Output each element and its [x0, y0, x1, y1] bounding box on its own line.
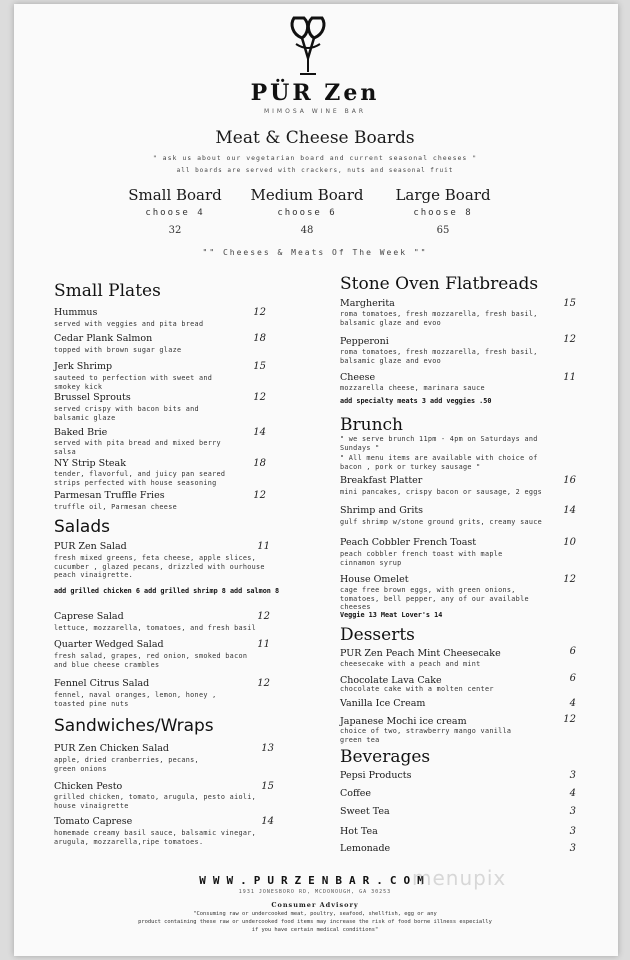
flatbreads-title: Stone Oven Flatbreads [340, 274, 539, 294]
menu-item-price: 3 [569, 826, 576, 837]
menu-item-desc: homemade creamy basil sauce, balsamic vinegar, arugula, mozzarella,ripe tomatoes. [54, 829, 257, 846]
menu-item-name: House Omelet [340, 574, 409, 585]
menu-item-name: Jerk Shrimp [54, 361, 113, 372]
small-board-choice: choose 4 [145, 208, 205, 218]
brand-tagline: MIMOSA WINE BAR [263, 108, 367, 115]
menu-item-desc: topped with brown sugar glaze [54, 346, 182, 354]
sandwiches-title: Sandwiches/Wraps [54, 716, 214, 736]
menu-item-name: Caprese Salad [54, 611, 124, 622]
menu-item-price: 6 [569, 673, 576, 684]
large-board-choice: choose 8 [413, 208, 473, 218]
menu-item-price: 3 [569, 806, 576, 817]
menu-item-price: 16 [563, 475, 576, 486]
menu-item-name: Sweet Tea [340, 806, 390, 817]
menu-item-name: Chocolate Lava Cake [340, 675, 442, 686]
menu-item-desc: fennel, naval oranges, lemon, honey , toasted pine nuts [54, 691, 217, 708]
menu-item-desc: peach cobbler french toast with maple cinnamon syrup [340, 550, 503, 567]
menu-item-desc: served with pita bread and mixed berry salsa [54, 439, 221, 456]
menu-item-name: PUR Zen Chicken Salad [54, 743, 169, 754]
website-link[interactable]: WWW.PURZENBAR.COM [199, 874, 431, 887]
flatbread-addons: add specialty meats 3 add veggies .50 [340, 397, 492, 405]
small-board-price: 32 [168, 225, 182, 236]
menu-item-desc: fresh mixed greens, feta cheese, apple slices, cucumber , glazed pecans, drizzled with ourhouse peach vinaigrette. [54, 554, 265, 580]
menu-item-name: Parmesan Truffle Fries [54, 490, 165, 501]
menu-item-price: 14 [253, 427, 266, 438]
menu-item-name: Cedar Plank Salmon [54, 333, 153, 344]
menu-item-price: 4 [569, 698, 576, 709]
medium-board-name: Medium Board [250, 186, 364, 204]
menu-item-desc: roma tomatoes, fresh mozzarella, fresh basil, balsamic glaze and evoo [340, 310, 538, 327]
menu-item-name: Shrimp and Grits [340, 505, 424, 516]
menu-item-name: Margherita [340, 298, 395, 309]
menu-item-price: 13 [261, 743, 274, 754]
boards-title: Meat & Cheese Boards [215, 128, 415, 148]
brunch-note-2: " All menu items are available with choice of bacon , pork or turkey sausage " [340, 454, 538, 471]
beverages-title: Beverages [340, 747, 431, 767]
menu-item-price: 3 [569, 843, 576, 854]
menu-item-price: 12 [253, 490, 266, 501]
menu-item-price: 18 [253, 458, 266, 469]
medium-board-price: 48 [300, 225, 314, 236]
menu-item-price: 15 [261, 781, 274, 792]
menu-item-name: PUR Zen Salad [54, 541, 127, 552]
menu-item-price: 11 [257, 639, 270, 650]
menu-item-desc: mini pancakes, crispy bacon or sausage, 2 eggs [340, 488, 543, 496]
menu-item-desc: grilled chicken, tomato, arugula, pesto aioli, house vinaigrette [54, 793, 257, 810]
menu-item-name: Pepsi Products [340, 770, 412, 781]
menu-item-name: Cheese [340, 372, 376, 383]
menu-item-price: 12 [563, 334, 576, 345]
menu-item-desc: sauteed to perfection with sweet and smokey kick [54, 374, 213, 391]
menu-item-price: 11 [257, 541, 270, 552]
menu-item-name: Fennel Citrus Salad [54, 678, 150, 689]
address: 1931 JONESBORO RD, MCDONOUGH, GA 30253 [238, 889, 392, 895]
menu-item-name: Tomato Caprese [54, 816, 133, 827]
menu-item-name: NY Strip Steak [54, 458, 126, 469]
menu-item-desc: truffle oil, Parmesan cheese [54, 503, 177, 511]
brunch-title: Brunch [340, 415, 403, 435]
menu-item-price: 15 [253, 361, 266, 372]
menu-item-desc: cage free brown eggs, with green onions, tomatoes, bell pepper, any of our available cheeses [340, 586, 529, 612]
menu-item-desc: served with veggies and pita bread [54, 320, 204, 328]
advisory-title: Consumer Advisory [271, 901, 359, 909]
advisory-line-2: product containing these raw or undercooked food items may increase the risk of food borne illness especially [138, 919, 492, 925]
menu-item-price: 12 [563, 714, 576, 725]
menu-item-price: 14 [563, 505, 576, 516]
menu-item-name: Japanese Mochi ice cream [340, 716, 467, 727]
small-plates-title: Small Plates [54, 281, 161, 301]
brand-name: PÜR Zen [250, 80, 380, 106]
large-board-name: Large Board [395, 186, 491, 204]
menu-item-desc: chocolate cake with a molten center [340, 685, 494, 693]
menu-item-name: Breakfast Platter [340, 475, 423, 486]
cheeses-of-the-week: "" Cheeses & Meats Of The Week "" [202, 248, 428, 257]
advisory-line-1: "Consuming raw or undercooked meat, poultry, seafood, shellfish, egg or any [193, 911, 437, 917]
brunch-note: " we serve brunch 11pm - 4pm on Saturdays and Sundays " [340, 435, 538, 452]
small-board-name: Small Board [128, 186, 222, 204]
salads-title: Salads [54, 517, 110, 537]
desserts-title: Desserts [340, 625, 415, 645]
menu-item-price: 10 [563, 537, 576, 548]
boards-note: " ask us about our vegetarian board and current seasonal cheeses " [152, 154, 478, 162]
menu-item-price: 11 [563, 372, 576, 383]
menu-item-name: Coffee [340, 788, 371, 799]
menu-item-price: 3 [569, 770, 576, 781]
menu-item-desc: lettuce, mozzarella, tomatoes, and fresh basil [54, 624, 257, 632]
menu-item-name: Chicken Pesto [54, 781, 123, 792]
menu-item-desc: served crispy with bacon bits and balsamic glaze [54, 405, 199, 422]
menu-item-price: 4 [569, 788, 576, 799]
boards-note-2: all boards are served with crackers, nuts and seasonal fruit [176, 167, 454, 174]
menu-item-desc: fresh salad, grapes, red onion, smoked bacon and blue cheese crambles [54, 652, 248, 669]
menu-item-name: Vanilla Ice Cream [340, 698, 426, 709]
menu-item-name: Hummus [54, 307, 98, 318]
menu-item-price: 12 [253, 307, 266, 318]
menu-item-desc: tender, flavorful, and juicy pan seared strips perfected with house seasoning [54, 470, 226, 487]
menu-item-desc: cheesecake with a peach and mint [340, 660, 481, 668]
menu-item-name: Quarter Wedged Salad [54, 639, 164, 650]
menu-item-name: Pepperoni [340, 336, 389, 347]
menu-item-desc: gulf shrimp w/stone ground grits, creamy sauce [340, 518, 543, 526]
menu-item-name: PUR Zen Peach Mint Cheesecake [340, 648, 501, 659]
menu-item-desc: mozzarella cheese, marinara sauce [340, 384, 485, 392]
salad-addons: add grilled chicken 6 add grilled shrimp 8 add salmon 8 [54, 587, 280, 595]
advisory-line-3: if you have certain medical conditions" [251, 927, 379, 933]
menu-item-price: 12 [563, 574, 576, 585]
menu-item-price: 12 [257, 611, 270, 622]
menu-item-name: Hot Tea [340, 826, 378, 837]
menu-item-price: 18 [253, 333, 266, 344]
menu-item-price: 6 [569, 646, 576, 657]
menu-item-price: 12 [253, 392, 266, 403]
wine-glasses-logo-icon [288, 14, 328, 80]
menupix-watermark: menupix [412, 866, 507, 890]
menu-item-name: Brussel Sprouts [54, 392, 131, 403]
menu-item-desc: roma tomatoes, fresh mozzarella, fresh basil, balsamic glaze and evoo [340, 348, 538, 365]
menu-item-price: 12 [257, 678, 270, 689]
menu-item-name: Baked Brie [54, 427, 108, 438]
menu-item-desc: apple, dried cranberries, pecans, green onions [54, 756, 199, 773]
omelet-options: Veggie 13 Meat Lover's 14 [340, 611, 443, 619]
menu-item-price: 14 [261, 816, 274, 827]
menu-item-name: Lemonade [340, 843, 391, 854]
large-board-price: 65 [436, 225, 450, 236]
menu-item-name: Peach Cobbler French Toast [340, 537, 477, 548]
menu-item-desc: choice of two, strawberry mango vanilla green tea [340, 727, 512, 744]
medium-board-choice: choose 6 [277, 208, 337, 218]
menu-item-price: 15 [563, 298, 576, 309]
